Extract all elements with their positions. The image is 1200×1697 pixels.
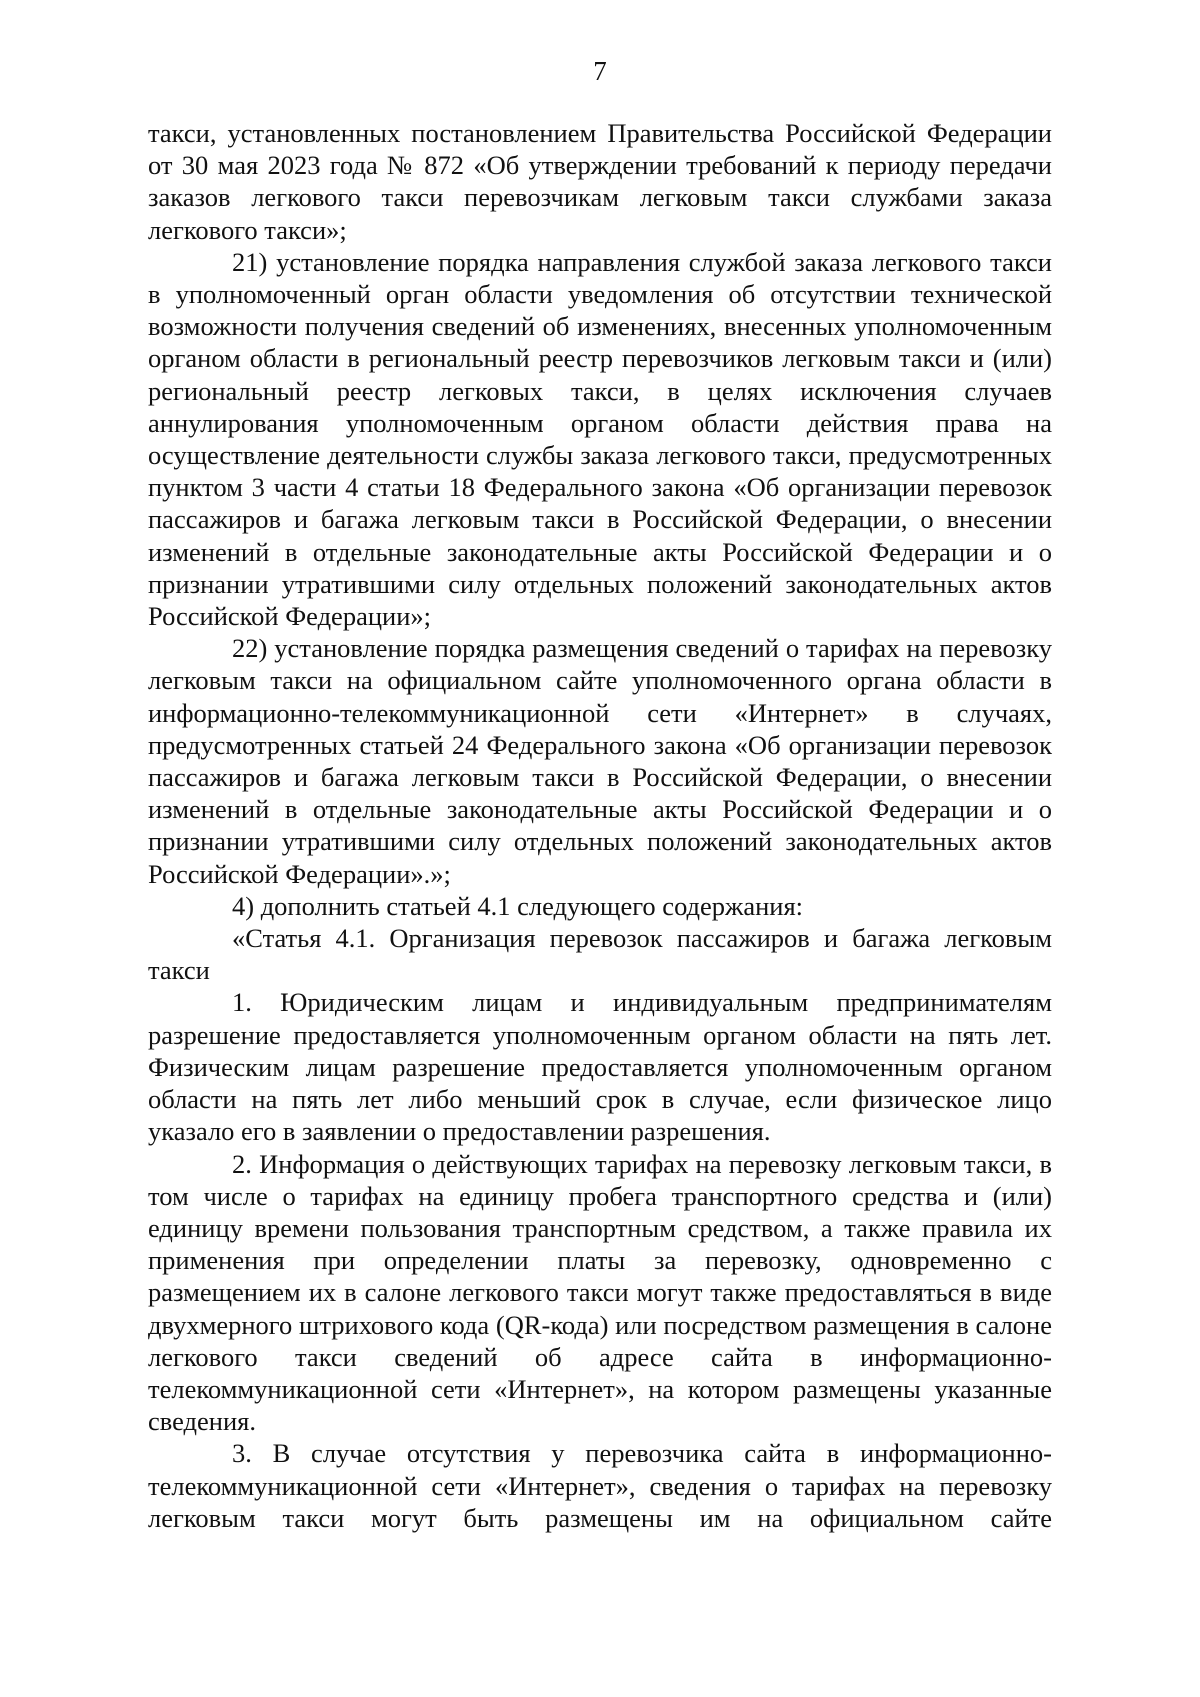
article-clause-3: 3. В случае отсутствия у перевозчика сайта в информационно-телекоммуникационной сети «Интернет», сведения о тарифах на перевозку легковым такси могут быть размещены им на официальном сайте (148, 1438, 1052, 1533)
document-body (148, 117, 1052, 1534)
article-heading: «Статья 4.1. Организация перевозок пассажиров и багажа легковым такси (148, 923, 1052, 986)
article-clause-1: 1. Юридическим лицам и индивидуальным предпринимателям разрешение предоставляется уполномоченным органом области на пять лет. Физическим лицам разрешение предоставляется уполномоченным органом области на пять лет либо меньший срок в случае, если физическое лицо указало его в заявлении о предоставлении разрешения. (148, 987, 1052, 1147)
paragraph-item-4: 4) дополнить статьей 4.1 следующего содержания: (232, 890, 804, 921)
page-number: 7 (593, 56, 607, 86)
paragraph-continuation: такси, установленных постановлением Правительства Российской Федерации от 30 мая 2023 года № 872 «Об утверждении требований к периоду передачи заказов легкового такси перевозчикам легковым такси службами заказа легкового такси»; (148, 118, 1052, 245)
paragraph-item-22: 22) установление порядка размещения сведений о тарифах на перевозку легковым такси на официальном сайте уполномоченного органа области в информационно-телекоммуникационной сети «Интернет» в случаях, предусмотренных статьей 24 Федерального закона «Об организации перевозок пассажиров и багажа легковым такси в Российской Федерации, о внесении изменений в отдельные законодательные акты Российской Федерации и о признании утратившими силу отдельных положений законодательных актов Российской Федерации».»; (148, 633, 1052, 889)
paragraph-item-21: 21) установление порядка направления службой заказа легкового такси в уполномоченный орган области уведомления об отсутствии технической возможности получения сведений об изменениях, внесенных уполномоченным органом области в региональный реестр перевозчиков легковым такси и (или) региональный реестр легковых такси, в целях исключения случаев аннулирования уполномоченным органом области действия права на осуществление деятельности службы заказа легкового такси, предусмотренных пунктом 3 части 4 статьи 18 Федерального закона «Об организации перевозок пассажиров и багажа легковым такси в Российской Федерации, о внесении изменений в отдельные законодательные акты Российской Федерации и о признании утратившими силу отдельных положений законодательных актов Российской Федерации»; (148, 246, 1052, 632)
article-clause-2: 2. Информация о действующих тарифах на перевозку легковым такси, в том числе о тарифах на единицу пробега транспортного средства и (или) единицу времени пользования транспортным средством, а также правила их применения при определении платы за перевозку, одновременно с размещением их в салоне легкового такси могут также предоставляться в виде двухмерного штрихового кода (QR-кода) или посредством размещения в салоне легкового такси сведений об адресе сайта в информационно-телекоммуникационной сети «Интернет», на котором размещены указанные сведения. (148, 1148, 1052, 1437)
